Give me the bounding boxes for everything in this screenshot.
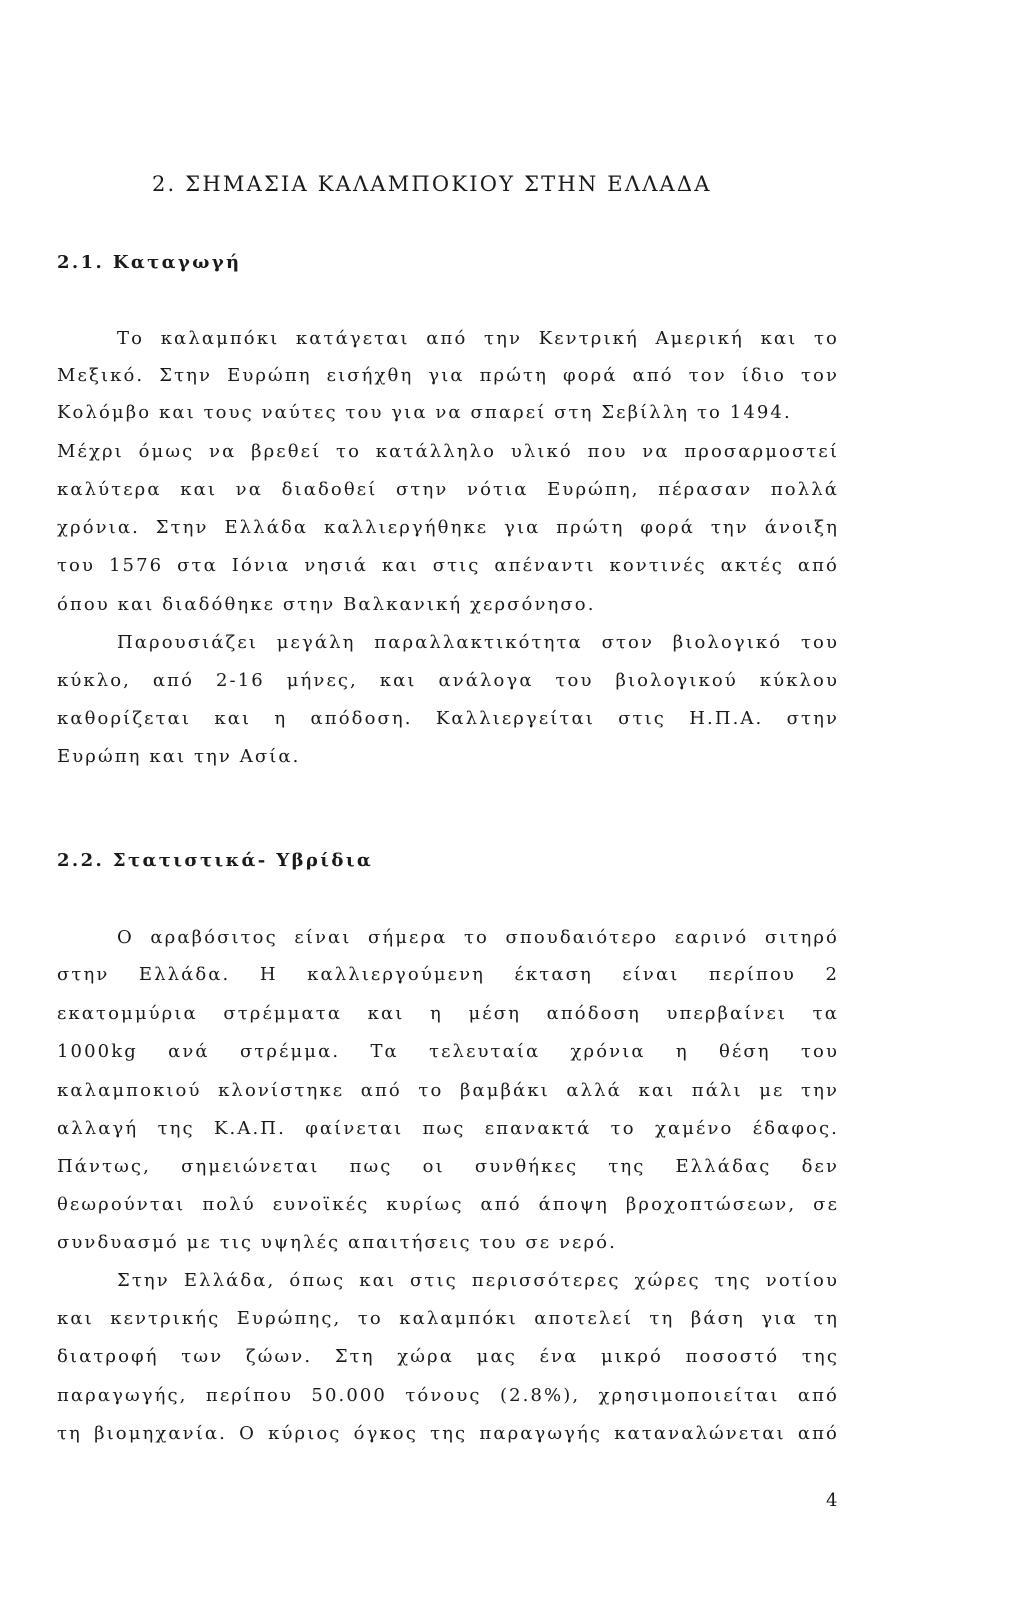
paragraph-line: Στην Ελλάδα, όπως και στις περισσότερες χώρες της νοτίου — [117, 1270, 839, 1291]
paragraph-line: Πάντως, σημειώνεται πως οι συνθήκες της Ελλάδας δεν — [57, 1156, 839, 1177]
paragraph-line: όπου και διαδόθηκε στην Βαλκανική χερσόνησο. — [57, 594, 596, 615]
paragraph-line: του 1576 στα Ιόνια νησιά και στις απέναντι κοντινές ακτές από — [57, 555, 839, 576]
paragraph-line: καθορίζεται και η απόδοση. Καλλιεργείται στις Η.Π.Α. στην — [57, 708, 839, 729]
paragraph-line: Το καλαμπόκι κατάγεται από την Κεντρική Αμερική και το — [117, 328, 839, 349]
paragraph-line: αλλαγή της Κ.Α.Π. φαίνεται πως επανακτά το χαμένο έδαφος. — [57, 1118, 839, 1139]
paragraph-line: καλαμποκιού κλονίστηκε από το βαμβάκι αλλά και πάλι με την — [57, 1080, 839, 1101]
paragraph-line: στην Ελλάδα. Η καλλιεργούμενη έκταση είναι περίπου 2 — [57, 964, 839, 985]
section-heading-origin: 2.1. Καταγωγή — [57, 252, 242, 273]
paragraph-line: Ο αραβόσιτος είναι σήμερα το σπουδαιότερο εαρινό σιτηρό — [117, 927, 839, 948]
paragraph-line: Μέχρι όμως να βρεθεί το κατάλληλο υλικό που να προσαρμοστεί — [57, 441, 839, 462]
paragraph-line: Μεξικό. Στην Ευρώπη εισήχθη για πρώτη φορά από τον ίδιο τον — [57, 365, 839, 386]
paragraph-line: χρόνια. Στην Ελλάδα καλλιεργήθηκε για πρώτη φορά την άνοιξη — [57, 517, 839, 538]
page-number: 4 — [826, 1490, 838, 1511]
paragraph-line: και κεντρικής Ευρώπης, το καλαμπόκι αποτελεί τη βάση για τη — [57, 1308, 839, 1329]
paragraph-line: Κολόμβο και τους ναύτες του για να σπαρεί στη Σεβίλλη το 1494. — [57, 402, 792, 423]
paragraph-line: Ευρώπη και την Ασία. — [57, 746, 301, 767]
paragraph-line: θεωρούνται πολύ ευνοϊκές κυρίως από άποψη βροχοπτώσεων, σε — [57, 1194, 839, 1215]
section-heading-statistics: 2.2. Στατιστικά- Υβρίδια — [57, 850, 374, 871]
paragraph-line: Παρουσιάζει μεγάλη παραλλακτικότητα στον βιολογικό του — [117, 632, 839, 653]
paragraph-line: εκατομμύρια στρέμματα και η μέση απόδοση υπερβαίνει τα — [57, 1003, 839, 1024]
paragraph-line: συνδυασμό με τις υψηλές απαιτήσεις του σε νερό. — [57, 1232, 617, 1253]
chapter-title: 2. ΣΗΜΑΣΙΑ ΚΑΛΑΜΠΟΚΙΟΥ ΣΤΗΝ ΕΛΛΑΔΑ — [152, 172, 712, 196]
paragraph-line: κύκλο, από 2-16 μήνες, και ανάλογα του βιολογικού κύκλου — [57, 670, 839, 691]
paragraph-line: καλύτερα και να διαδοθεί στην νότια Ευρώπη, πέρασαν πολλά — [57, 479, 839, 500]
paragraph-line: παραγωγής, περίπου 50.000 τόνους (2.8%), χρησιμοποιείται από — [57, 1385, 839, 1406]
paragraph-line: 1000kg ανά στρέμμα. Τα τελευταία χρόνια η θέση του — [57, 1041, 839, 1062]
paragraph-line: τη βιομηχανία. Ο κύριος όγκος της παραγωγής καταναλώνεται από — [57, 1423, 839, 1444]
paragraph-line: διατροφή των ζώων. Στη χώρα μας ένα μικρό ποσοστό της — [57, 1346, 839, 1367]
